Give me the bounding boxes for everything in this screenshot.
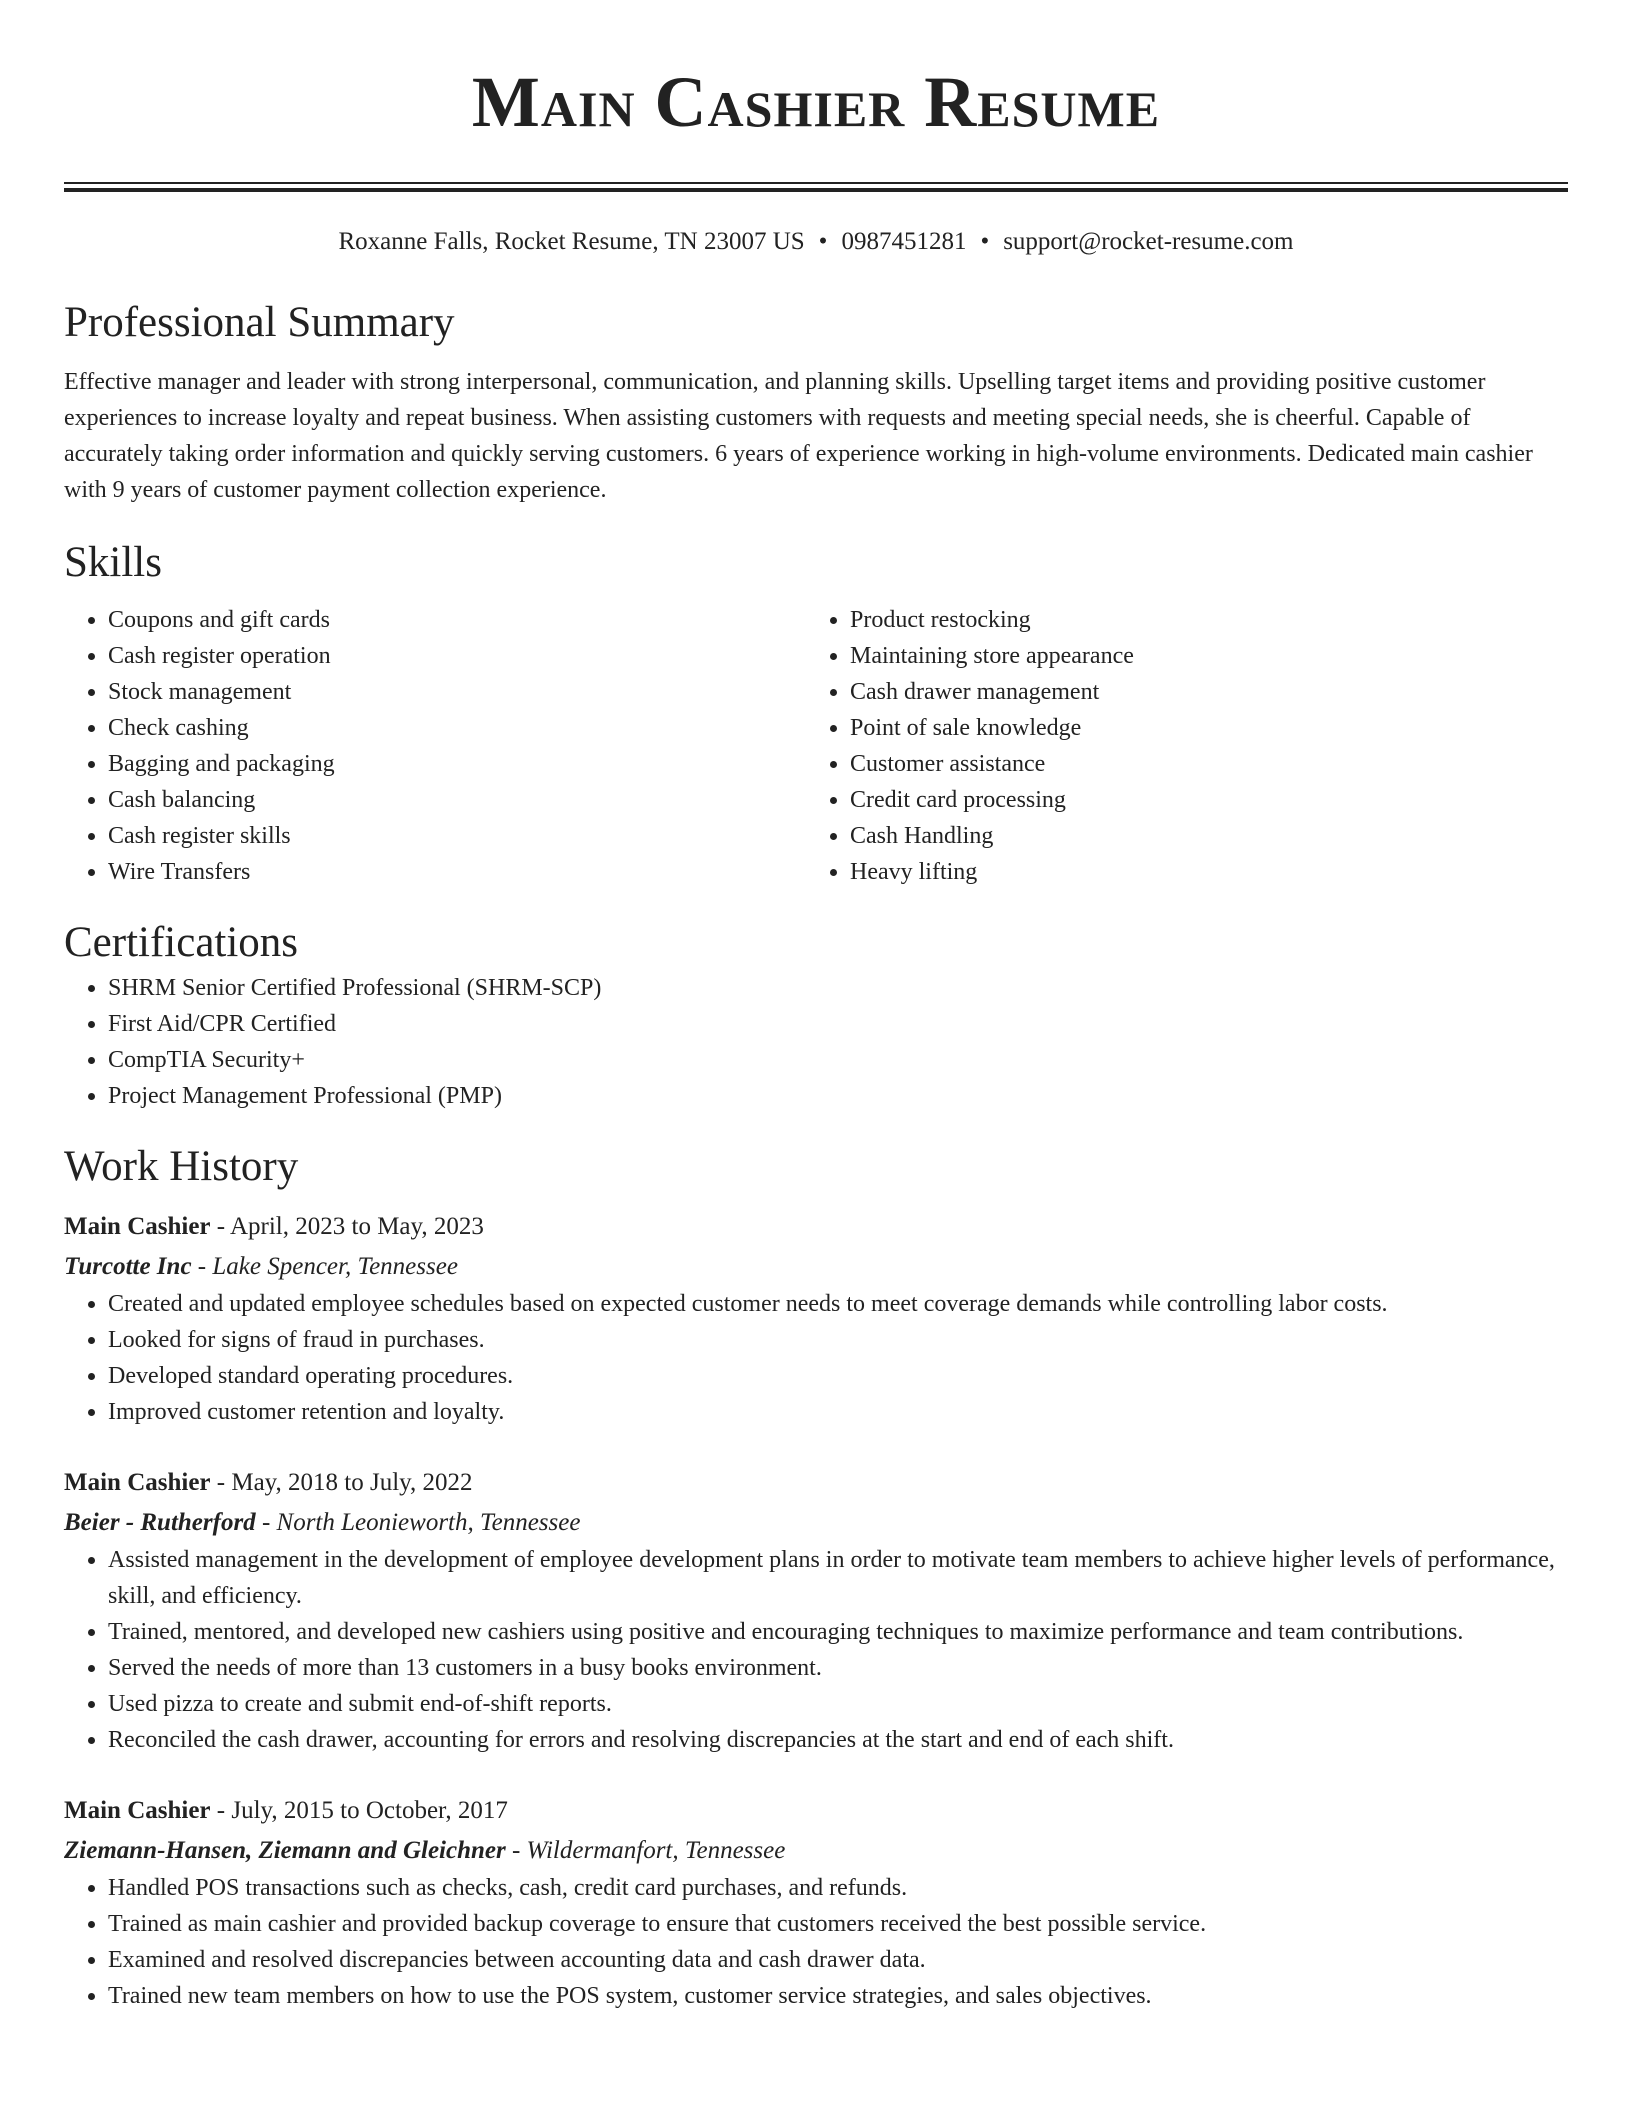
job-bullet: • Improved customer retention and loyalty.	[108, 1394, 1568, 1430]
skill-item: • Wire Transfers	[108, 854, 806, 890]
job-bullet: • Used pizza to create and submit end-of-shift reports.	[108, 1686, 1568, 1722]
job-bullet: • Created and updated employee schedules based on expected customer needs to meet coverage demands while controlling labor costs.	[108, 1286, 1568, 1322]
skills-grid	[64, 602, 1568, 890]
certification-item: • SHRM Senior Certified Professional (SHRM-SCP)	[108, 970, 1568, 1006]
certification-item: • Project Management Professional (PMP)	[108, 1078, 1568, 1114]
skill-item: • Coupons and gift cards	[108, 602, 806, 638]
skills-heading: Skills	[64, 539, 162, 586]
job-entry	[64, 1792, 1568, 2014]
skill-item: • Credit card processing	[850, 782, 1548, 818]
skill-item: • Cash balancing	[108, 782, 806, 818]
job-header	[64, 1792, 1568, 1830]
job-bullets	[64, 1542, 1568, 1758]
skill-item: • Cash register operation	[108, 638, 806, 674]
employer-location: - Lake Spencer, Tennessee	[191, 1253, 458, 1280]
skills-column-left	[64, 602, 806, 890]
skill-item: • Heavy lifting	[850, 854, 1548, 890]
skill-item: • Stock management	[108, 674, 806, 710]
summary-heading: Professional Summary	[64, 299, 455, 346]
job-header	[64, 1464, 1568, 1502]
certifications-heading: Certifications	[64, 919, 299, 966]
skill-item: • Customer assistance	[850, 746, 1548, 782]
summary-text: Effective manager and leader with strong interpersonal, communication, and planning skills. Upselling target items and providing positive customer experiences to increase loyalty and repeat business. When assisting customers with requests and meeting special needs, she is cheerful. Capable of accurately taking order information and quickly serving customers. 6 years of experience working in high-volume environments. Dedicated main cashier with 9 years of customer payment collection experience.	[64, 369, 1533, 503]
employer-name: Turcotte Inc	[64, 1253, 192, 1280]
contact-email: support@rocket-resume.com	[1003, 228, 1294, 255]
job-bullet: • Trained, mentored, and developed new cashiers using positive and encouraging techniques to maximize performance and team contributions.	[108, 1614, 1568, 1650]
summary-section	[64, 296, 1568, 508]
employer-location: - North Leonieworth, Tennessee	[255, 1509, 581, 1536]
work-history-section	[64, 1140, 1568, 2014]
job-employer	[64, 1504, 1568, 1542]
certifications-list	[64, 970, 1568, 1114]
job-bullet: • Handled POS transactions such as checks, cash, credit card purchases, and refunds.	[108, 1870, 1568, 1906]
job-bullet: • Examined and resolved discrepancies between accounting data and cash drawer data.	[108, 1942, 1568, 1978]
skill-item: • Point of sale knowledge	[850, 710, 1548, 746]
skill-item: • Cash register skills	[108, 818, 806, 854]
job-title: Main Cashier	[64, 1797, 211, 1824]
certifications-section	[64, 916, 1568, 1114]
job-dates: - April, 2023 to May, 2023	[210, 1213, 484, 1240]
skill-item: • Cash Handling	[850, 818, 1548, 854]
skills-section	[64, 536, 1568, 890]
job-header	[64, 1208, 1568, 1246]
contact-separator: •	[818, 228, 828, 255]
skills-list-right	[806, 602, 1548, 890]
contact-address: Roxanne Falls, Rocket Resume, TN 23007 US	[338, 228, 805, 255]
job-title: Main Cashier	[64, 1469, 211, 1496]
skills-list-left	[64, 602, 806, 890]
job-bullet: • Looked for signs of fraud in purchases.	[108, 1322, 1568, 1358]
skill-item: • Check cashing	[108, 710, 806, 746]
resume-title: Main Cashier Resume	[471, 62, 1161, 142]
job-bullet: • Assisted management in the development of employee development plans in order to motivate team members to achieve higher levels of performance, skill, and efficiency.	[108, 1542, 1568, 1614]
skills-column-right	[806, 602, 1548, 890]
skill-item: • Maintaining store appearance	[850, 638, 1548, 674]
job-bullet: • Developed standard operating procedures.	[108, 1358, 1568, 1394]
employer-location: - Wildermanfort, Tennessee	[505, 1837, 786, 1864]
job-employer	[64, 1832, 1568, 1870]
certification-item: • First Aid/CPR Certified	[108, 1006, 1568, 1042]
job-title: Main Cashier	[64, 1213, 211, 1240]
job-bullet: • Reconciled the cash drawer, accounting for errors and resolving discrepancies at the start and end of each shift.	[108, 1722, 1568, 1758]
employer-name: Beier - Rutherford	[64, 1509, 256, 1536]
skill-item: • Cash drawer management	[850, 674, 1548, 710]
job-dates: - July, 2015 to October, 2017	[210, 1797, 508, 1824]
job-entry	[64, 1464, 1568, 1758]
job-bullets	[64, 1286, 1568, 1430]
job-employer	[64, 1248, 1568, 1286]
work-history-heading: Work History	[64, 1143, 299, 1190]
title-divider-thick	[64, 188, 1568, 192]
contact-line	[64, 226, 1568, 258]
job-dates: - May, 2018 to July, 2022	[210, 1469, 473, 1496]
skill-item: • Product restocking	[850, 602, 1548, 638]
certification-item: • CompTIA Security+	[108, 1042, 1568, 1078]
skill-item: • Bagging and packaging	[108, 746, 806, 782]
contact-phone: 0987451281	[841, 228, 967, 255]
job-bullet: • Trained new team members on how to use the POS system, customer service strategies, and sales objectives.	[108, 1978, 1568, 2014]
contact-separator: •	[980, 228, 990, 255]
job-bullets	[64, 1870, 1568, 2014]
job-bullet: • Trained as main cashier and provided backup coverage to ensure that customers received the best possible service.	[108, 1906, 1568, 1942]
job-entry	[64, 1208, 1568, 1430]
title-divider-thin	[64, 182, 1568, 184]
job-bullet: • Served the needs of more than 13 customers in a busy books environment.	[108, 1650, 1568, 1686]
employer-name: Ziemann-Hansen, Ziemann and Gleichner	[64, 1837, 506, 1864]
